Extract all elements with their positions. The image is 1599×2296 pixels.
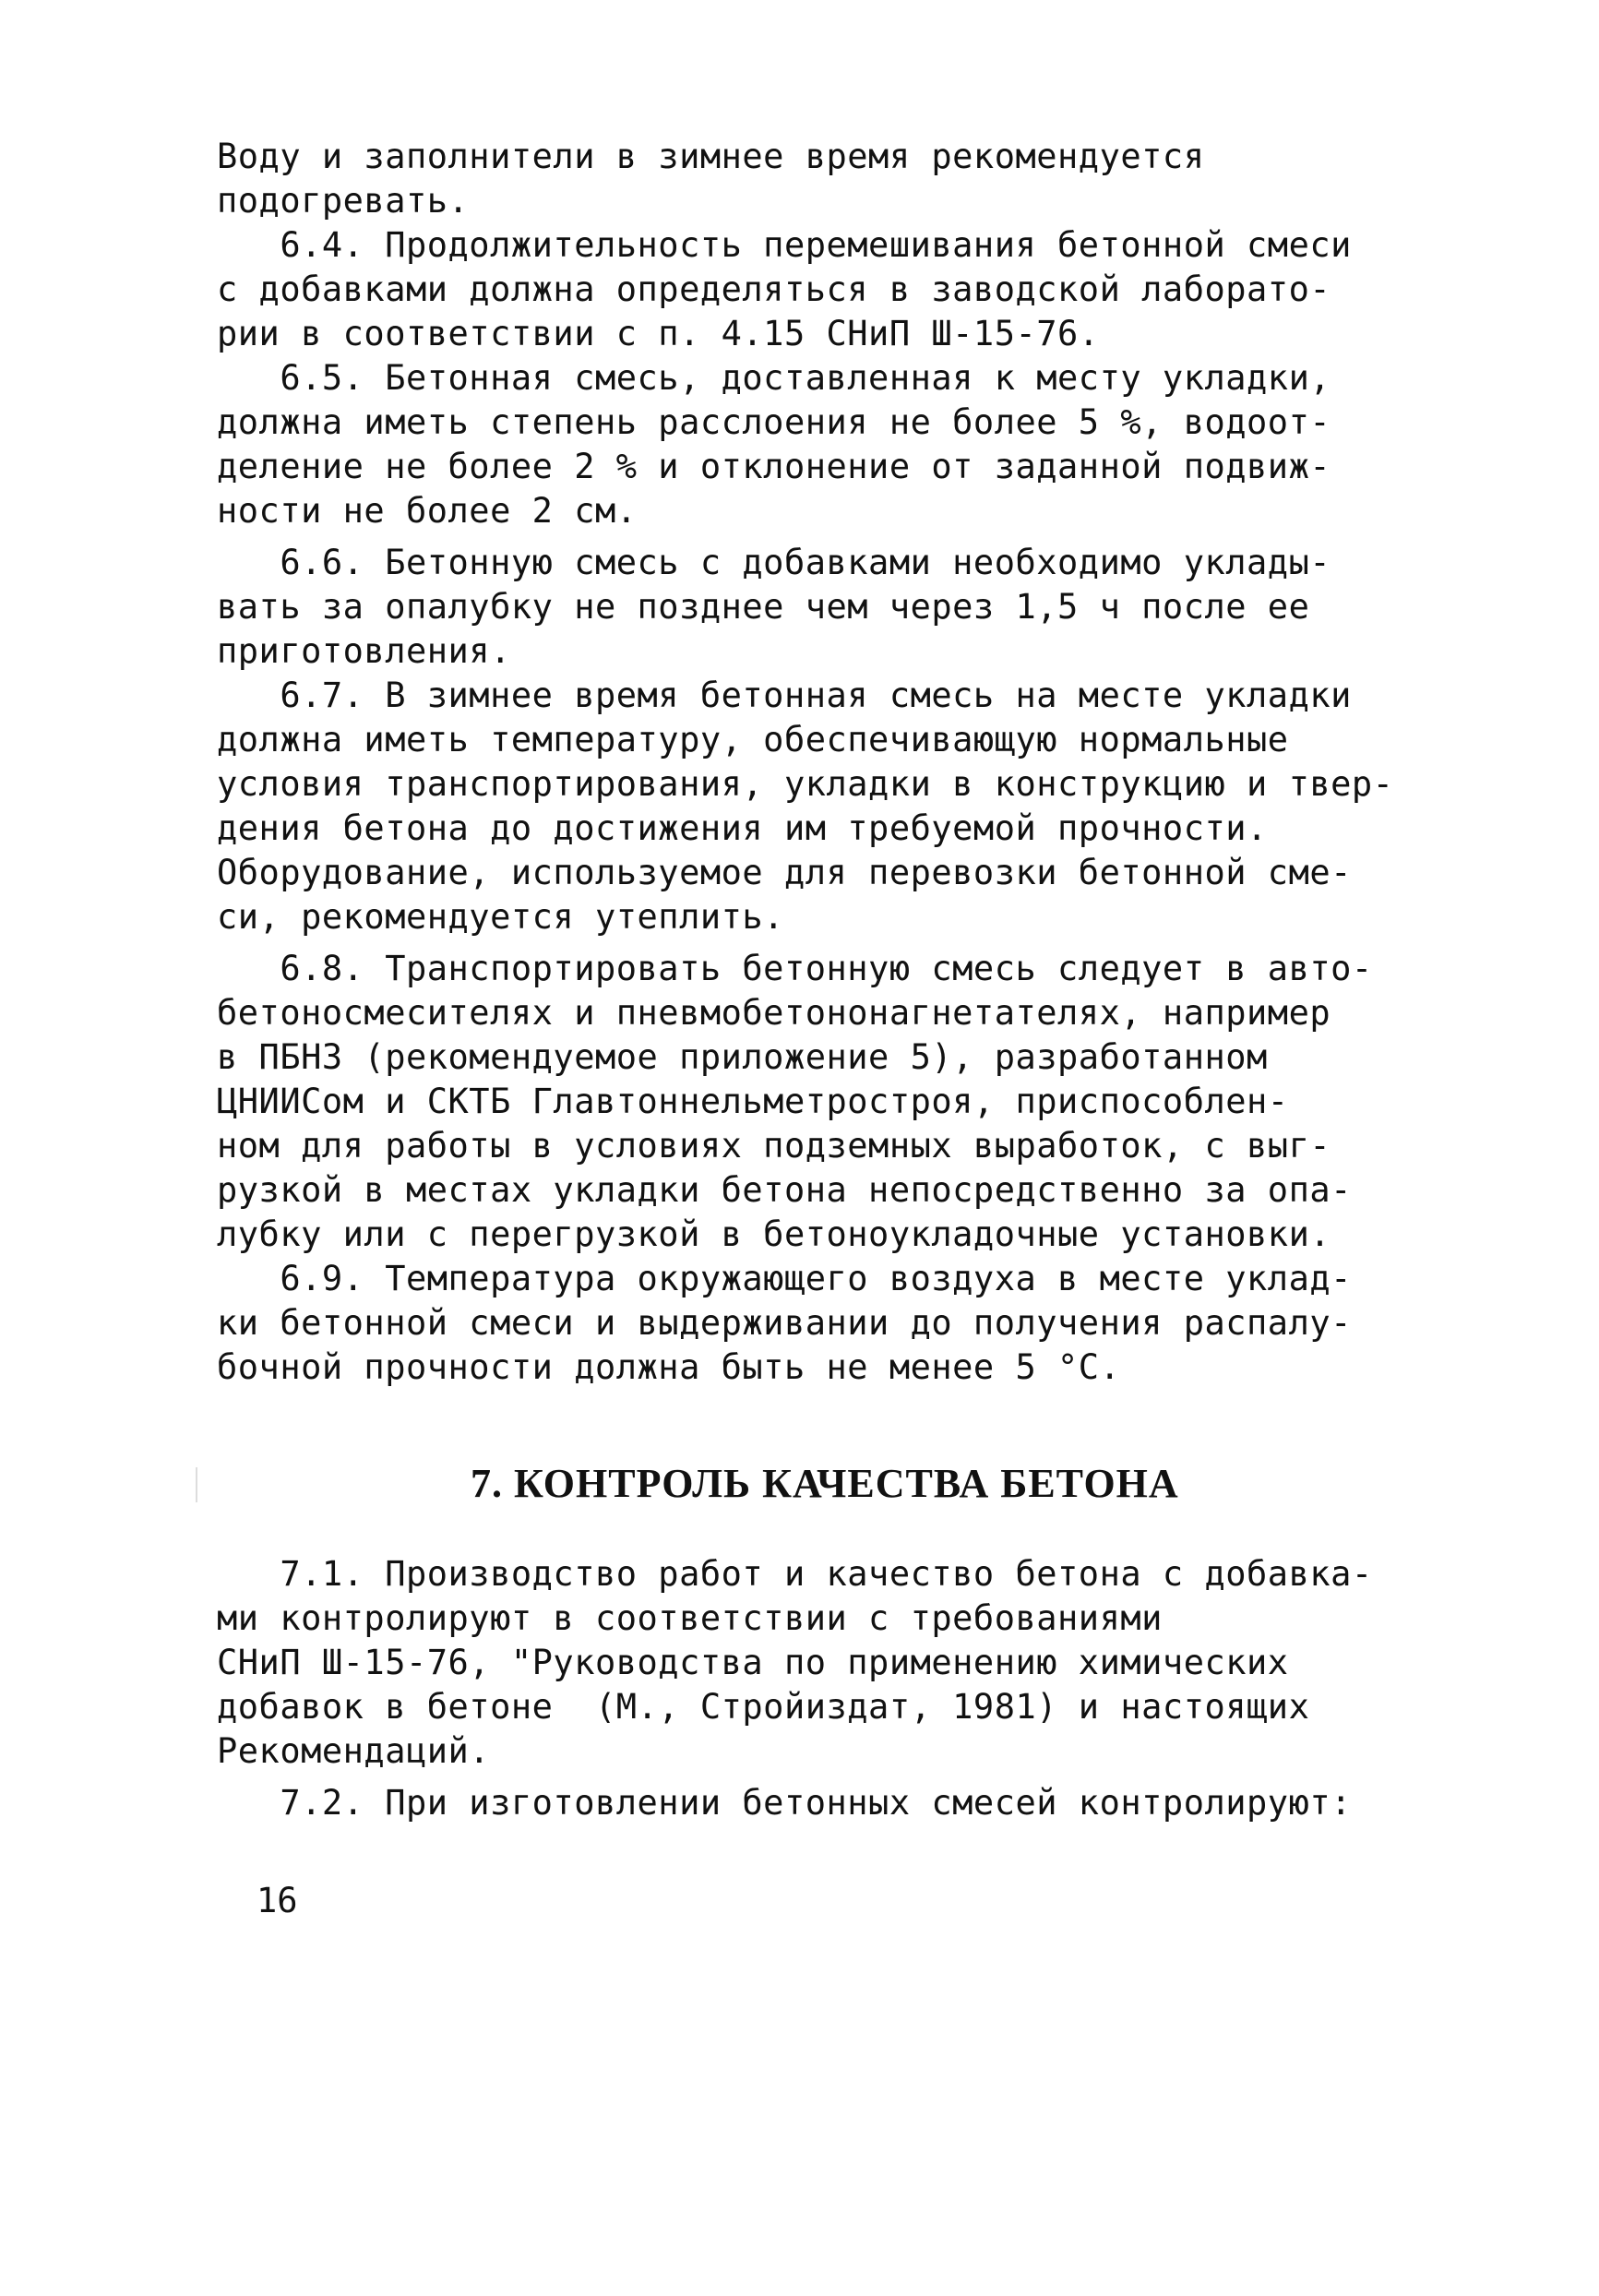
text-line: 6.9. Температура окружающего воздуха в месте уклад-: [217, 1259, 1352, 1298]
text-line: приготовления.: [217, 631, 511, 671]
text-line: добавок в бетоне (М., Стройиздат, 1981) и настоящих: [217, 1687, 1310, 1727]
text-line: бетоносмесителях и пневмобетононагнетателях, например: [217, 993, 1331, 1033]
text-line: вать за опалубку не позднее чем через 1,5 ч после ее: [217, 587, 1310, 627]
text-line: 6.8. Транспортировать бетонную смесь следует в авто-: [217, 949, 1373, 988]
text-line: дения бетона до достижения им требуемой прочности.: [217, 808, 1268, 848]
text-line: си, рекомендуется утеплить.: [217, 897, 784, 937]
text-line: рии в соответствии с п. 4.15 СНиП Ш-15-76.: [217, 314, 1100, 353]
text-line: должна иметь температуру, обеспечивающую нормальные: [217, 720, 1289, 759]
text-line: 6.4. Продолжительность перемешивания бетонной смеси: [217, 225, 1352, 265]
text-line: деление не более 2 % и отклонение от заданной подвиж-: [217, 447, 1331, 486]
text-line: подогревать.: [217, 181, 470, 221]
text-line: 7.1. Производство работ и качество бетона с добавка-: [217, 1554, 1373, 1594]
text-line: СНиП Ш-15-76, "Руководства по применению химических: [217, 1643, 1289, 1682]
text-line: ности не более 2 см.: [217, 491, 638, 531]
text-line: лубку или с перегрузкой в бетоноукладочные установки.: [217, 1214, 1331, 1254]
text-line: бочной прочности должна быть не менее 5 °С.: [217, 1347, 1121, 1387]
text-line: должна иметь степень расслоения не более 5 %, водоот-: [217, 402, 1331, 442]
text-line: 6.5. Бетонная смесь, доставленная к месту укладки,: [217, 358, 1331, 398]
text-line: Рекомендаций.: [217, 1731, 491, 1771]
section-heading: 7. КОНТРОЛЬ КАЧЕСТВА БЕТОНА: [471, 1461, 1179, 1506]
text-line: 6.7. В зимнее время бетонная смесь на месте укладки: [217, 676, 1352, 715]
text-line: с добавками должна определяться в заводской лаборато-: [217, 269, 1331, 309]
text-line: 7.2. При изготовлении бетонных смесей контролируют:: [217, 1783, 1352, 1823]
text-line: Оборудование, используемое для перевозки бетонной сме-: [217, 853, 1352, 892]
page-number: 16: [257, 1881, 298, 1920]
text-line: ки бетонной смеси и выдерживании до получения распалу-: [217, 1303, 1352, 1343]
text-line: условия транспортирования, укладки в конструкцию и твер-: [217, 764, 1394, 804]
text-line: ми контролируют в соответствии с требованиями: [217, 1598, 1163, 1638]
text-line: Воду и заполнители в зимнее время рекомендуется: [217, 137, 1205, 176]
text-line: ном для работы в условиях подземных выработок, с выг-: [217, 1126, 1331, 1166]
margin-mark: [196, 1467, 197, 1502]
text-line: ЦНИИСом и СКТБ Главтоннельметростроя, приспособлен-: [217, 1082, 1289, 1121]
text-line: рузкой в местах укладки бетона непосредственно за опа-: [217, 1170, 1352, 1210]
text-line: 6.6. Бетонную смесь с добавками необходимо уклады-: [217, 543, 1331, 582]
text-line: в ПБНЗ (рекомендуемое приложение 5), разработанном: [217, 1037, 1268, 1077]
